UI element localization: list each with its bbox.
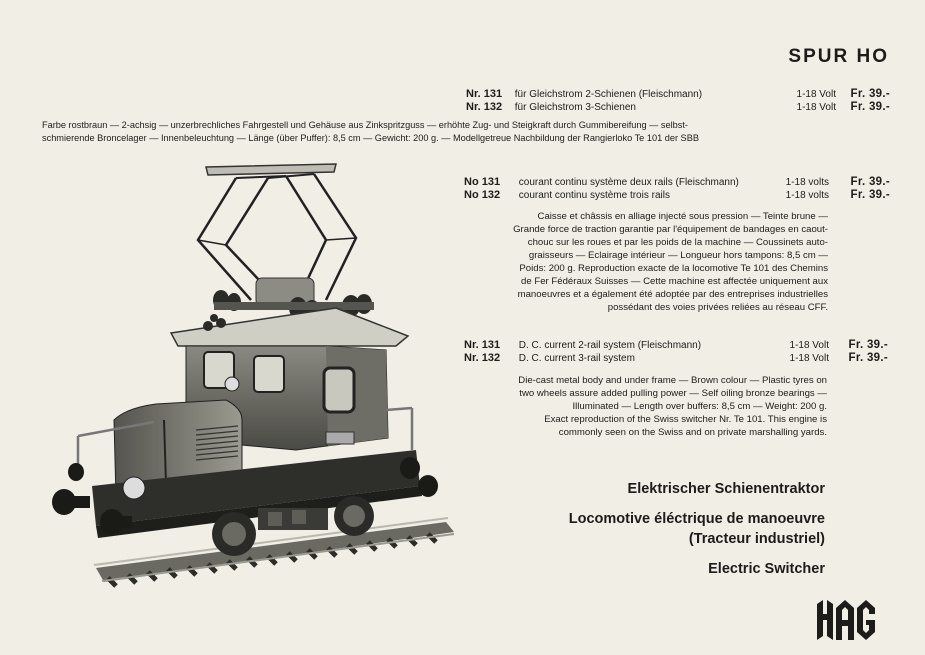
french-row-131 — [464, 176, 892, 189]
french-description — [464, 210, 828, 314]
voltage: 1-18 Volt — [789, 340, 829, 351]
english-text-line: two wheels assure added pulling power — Self oiling bronze bearings — — [519, 388, 827, 399]
english-text-line: commonly seen on the Swiss and on private marshalling yards. — [558, 427, 827, 438]
german-text-line: Farbe rostbraun — 2-achsig — unzerbrechliches Fahrgestell und Gehäuse aus Zinkspritzguss — erhöhte Zug- und Steigkraft durch Gummibereifung — selbst- — [42, 120, 688, 130]
pantograph — [198, 164, 356, 306]
english-row-131 — [464, 339, 892, 352]
english-description — [463, 374, 827, 439]
side-window — [324, 368, 354, 412]
price: Fr. 39.- — [848, 352, 888, 364]
english-text-line: Illuminated — Length over buffers: 8,5 cm — Weight: 200 g. — [572, 401, 827, 412]
cab-window — [254, 356, 284, 392]
product-number: Nr. 132 — [466, 101, 503, 113]
voltage: 1-18 Volt — [796, 102, 836, 113]
product-desc: für Gleichstrom 3-Schienen — [514, 102, 636, 113]
price: Fr. 39.- — [850, 101, 890, 113]
french-text-line: graisseurs — Eclairage intérieur — Longueur hors tampons: 8,5 cm — — [528, 250, 828, 261]
german-row-131 — [466, 88, 891, 101]
german-description — [42, 119, 842, 145]
title-french: Locomotive éléctrique de manoeuvre — [568, 511, 825, 527]
french-text-line: chouc sur les roues et par les poids de la machine — Coussinets auto- — [527, 237, 828, 248]
product-number: No 131 — [464, 176, 501, 188]
product-number: Nr. 131 — [466, 88, 503, 100]
voltage: 1-18 Volt — [796, 89, 836, 100]
product-number: Nr. 131 — [464, 339, 501, 351]
product-desc: für Gleichstrom 2-Schienen (Fleischmann) — [514, 89, 703, 100]
english-row-132 — [464, 352, 892, 365]
french-row-132 — [464, 189, 892, 202]
voltage: 1-18 volts — [785, 190, 829, 201]
german-text-line: schmierende Broncelager — Innenbeleuchtung — Länge (über Puffer): 8,5 cm — Gewicht: 200 g. — Modellgetreue Nachbildung der Rangierloko Te 101 der SBB — [42, 133, 699, 143]
headlight — [225, 377, 239, 391]
french-text-line: possédant des voies privées reliées au réseau CFF. — [607, 302, 828, 313]
product-number: No 132 — [464, 189, 501, 201]
title-german: Elektrischer Schienentraktor — [627, 481, 825, 497]
hag-logo — [814, 598, 878, 642]
french-text-line: Poids: 200 g. Reproduction exacte de la locomotive Te 101 des Chemins — [519, 263, 828, 274]
french-text-line: manoeuvres et a également été adoptée par des entreprises industrielles — [517, 289, 828, 300]
price: Fr. 39.- — [848, 339, 888, 351]
title-english: Electric Switcher — [708, 561, 825, 577]
product-desc: D. C. current 2-rail system (Fleischmann) — [518, 340, 702, 351]
product-desc: courant continu système trois rails — [518, 190, 670, 201]
french-text-line: de Fer Fédéraux Suisses — Cette machine est affectée uniquement aux — [521, 276, 828, 287]
french-text-line: Grande force de traction garantie par l'équipement de bandages en caout- — [513, 224, 828, 235]
product-desc: courant continu système deux rails (Fleischmann) — [518, 177, 739, 188]
product-number: Nr. 132 — [464, 352, 501, 364]
title-french-subtitle: (Tracteur industriel) — [688, 531, 825, 547]
price: Fr. 39.- — [850, 176, 890, 188]
product-desc: D. C. current 3-rail system — [518, 353, 635, 364]
english-text-line: Die-cast metal body and under frame — Brown colour — Plastic tyres on — [518, 375, 827, 386]
french-text-line: Caisse et châssis en alliage injecté sous pression — Teinte brune — — [537, 211, 828, 222]
voltage: 1-18 volts — [785, 177, 829, 188]
price: Fr. 39.- — [850, 88, 890, 100]
english-text-line: Exact reproduction of the Swiss switcher Nr. Te 101. This engine is — [544, 414, 827, 425]
voltage: 1-18 Volt — [789, 353, 829, 364]
german-row-132 — [466, 101, 891, 114]
page-heading: SPUR HO — [788, 46, 889, 67]
price: Fr. 39.- — [850, 189, 890, 201]
locomotive-illustration — [36, 150, 466, 605]
number-plate — [326, 432, 354, 444]
